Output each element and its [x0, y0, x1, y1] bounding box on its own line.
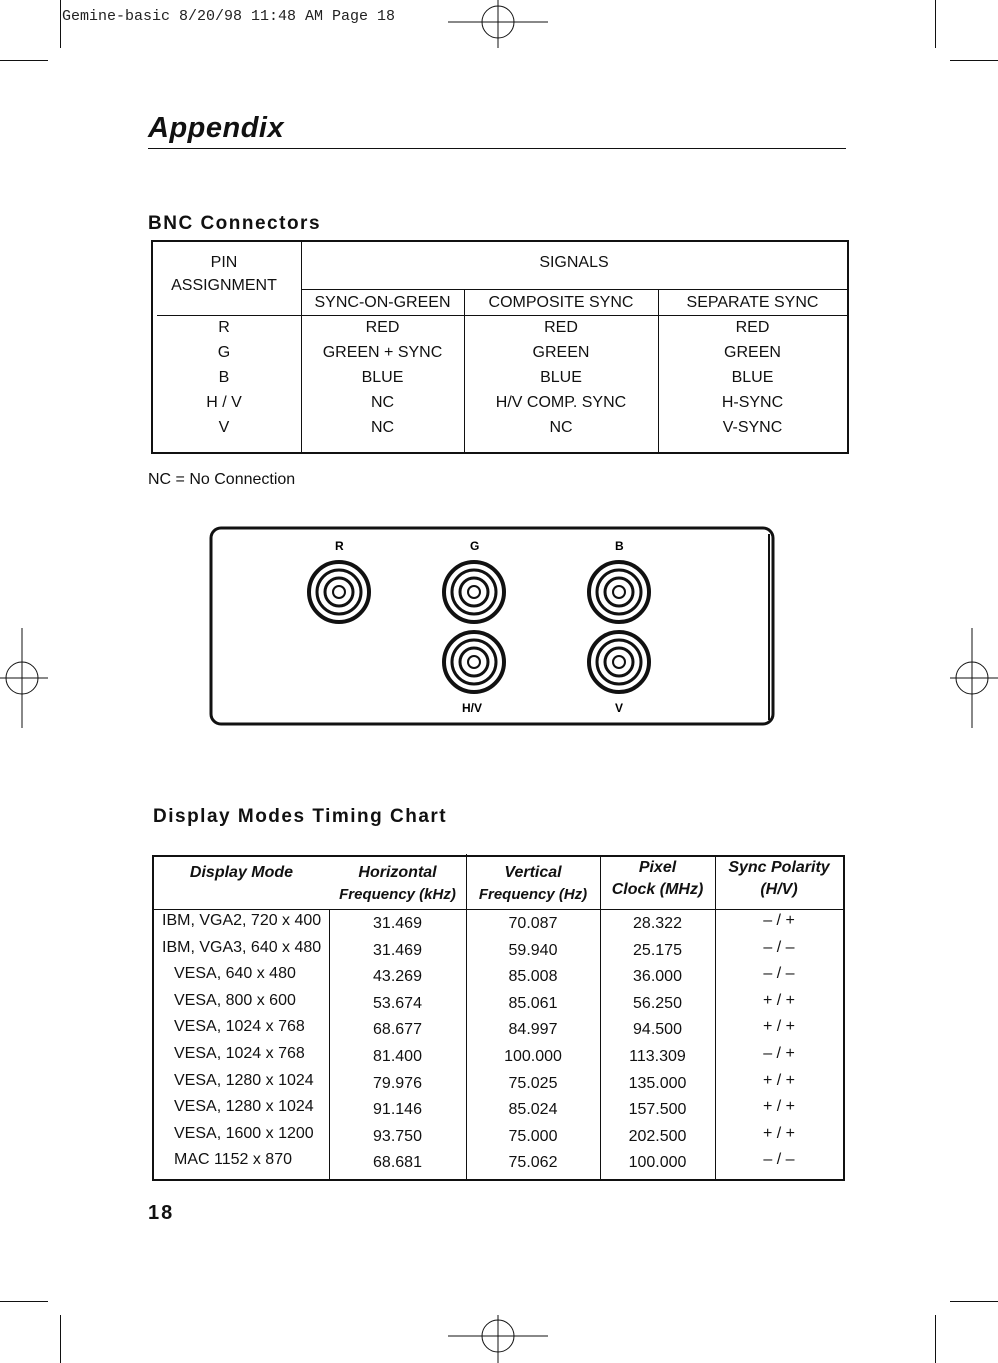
- timing-cell: VESA, 1024 x 768: [174, 1045, 305, 1062]
- timing-cell: 100.000: [628, 1154, 687, 1172]
- bnc-panel-drawing: [209, 526, 775, 726]
- timing-col-header: Pixel Clock (MHz): [611, 859, 704, 898]
- timing-cell: 59.940: [508, 941, 558, 959]
- print-slug: Gemine-basic 8/20/98 11:48 AM Page 18: [62, 8, 396, 25]
- bnc-cell: GREEN + SYNC: [322, 344, 443, 361]
- connector-r: [309, 562, 369, 622]
- bnc-col-signals: SIGNALS: [539, 254, 609, 271]
- bnc-cell: GREEN: [532, 344, 590, 361]
- timing-cell: VESA, 1600 x 1200: [174, 1124, 314, 1142]
- timing-cell: VESA, 1280 x 1024: [174, 1098, 314, 1116]
- timing-cell: 202.500: [628, 1127, 687, 1145]
- bnc-col-pin-2: ASSIGNMENT: [171, 277, 277, 294]
- registration-mark-right: [950, 628, 998, 728]
- timing-cell: 75.000: [508, 1127, 558, 1145]
- connector-hv: [444, 632, 504, 692]
- page-number: 18: [148, 1202, 175, 1224]
- timing-cell: 84.997: [508, 1021, 558, 1039]
- timing-cell: VESA, 1024 x 768: [174, 1018, 305, 1036]
- timing-cell: + / +: [762, 1098, 796, 1116]
- bnc-table: [151, 240, 849, 454]
- timing-cell: IBM, VGA2, 720 x 400: [162, 912, 322, 929]
- bnc-cell: GREEN: [724, 344, 781, 361]
- bnc-note: NC = No Connection: [148, 471, 296, 488]
- timing-cell: 81.400: [373, 1048, 422, 1065]
- timing-cell: 157.500: [628, 1101, 687, 1119]
- timing-cell: 75.062: [508, 1154, 558, 1172]
- timing-cell: 68.681: [373, 1154, 422, 1172]
- timing-cell: 53.674: [373, 994, 422, 1012]
- timing-cell: MAC 1152 x 870: [174, 1151, 292, 1169]
- timing-col-header: Sync Polarity (H/V): [728, 859, 830, 898]
- bnc-col-pin: PIN: [210, 254, 238, 271]
- timing-col-header: Horizontal Frequency (kHz): [339, 864, 456, 903]
- bnc-cell: NC: [370, 394, 395, 411]
- bnc-cell: BLUE: [540, 369, 582, 386]
- timing-cell: – / –: [763, 1151, 795, 1169]
- timing-cell: 100.000: [504, 1048, 562, 1065]
- timing-cell: 94.500: [633, 1021, 682, 1039]
- bnc-cell: RED: [735, 319, 770, 336]
- timing-cell: 43.269: [373, 968, 422, 986]
- timing-table: [152, 855, 845, 1181]
- bnc-cell: RED: [544, 319, 578, 336]
- registration-mark-top: [448, 0, 548, 50]
- timing-cell: 36.000: [633, 968, 682, 986]
- bnc-subheader: SEPARATE SYNC: [686, 294, 819, 311]
- timing-cell: VESA, 1280 x 1024: [174, 1071, 314, 1089]
- bnc-cell: BLUE: [361, 369, 404, 386]
- panel-label-g: G: [470, 539, 480, 553]
- timing-cell: 135.000: [628, 1074, 687, 1092]
- panel-label-hv: H/V: [462, 701, 483, 715]
- title-rule: [148, 148, 846, 149]
- timing-cell: – / –: [763, 938, 795, 956]
- timing-cell: 91.146: [373, 1101, 422, 1119]
- bnc-heading: BNC Connectors: [148, 213, 322, 234]
- timing-cell: VESA, 800 x 600: [174, 991, 296, 1009]
- timing-cell: 85.061: [508, 994, 558, 1012]
- timing-heading: Display Modes Timing Chart: [153, 806, 448, 827]
- connector-g: [444, 562, 504, 622]
- timing-cell: 25.175: [633, 941, 682, 959]
- connector-b: [589, 562, 649, 622]
- timing-cell: + / +: [762, 991, 796, 1009]
- timing-cell: + / +: [762, 1071, 796, 1089]
- bnc-cell: H/V COMP. SYNC: [495, 394, 627, 411]
- page-title: Appendix: [148, 112, 285, 144]
- bnc-cell: G: [217, 344, 231, 361]
- timing-cell: + / +: [762, 1124, 796, 1142]
- bnc-cell: RED: [365, 319, 400, 336]
- bnc-cell: V-SYNC: [722, 419, 783, 436]
- registration-mark-left: [0, 628, 48, 728]
- bnc-subheader: SYNC-ON-GREEN: [314, 294, 451, 311]
- timing-cell: 56.250: [633, 994, 682, 1012]
- timing-cell: 31.469: [373, 941, 422, 959]
- timing-cell: 85.024: [508, 1101, 558, 1119]
- timing-cell: – / –: [763, 965, 795, 983]
- registration-mark-bottom: [448, 1313, 548, 1363]
- timing-cell: – / +: [763, 912, 795, 929]
- panel-label-v: V: [615, 701, 624, 715]
- timing-cell: 113.309: [629, 1048, 686, 1065]
- timing-col-header: Display Mode: [189, 864, 294, 881]
- bnc-cell: H-SYNC: [721, 394, 784, 411]
- timing-cell: 93.750: [373, 1127, 422, 1145]
- timing-cell: 28.322: [633, 915, 682, 932]
- panel-label-r: R: [335, 539, 344, 553]
- bnc-cell: NC: [370, 419, 395, 436]
- timing-cell: 75.025: [508, 1074, 558, 1092]
- bnc-cell: H / V: [206, 394, 242, 411]
- bnc-subheader: COMPOSITE SYNC: [488, 294, 634, 311]
- timing-cell: 70.087: [508, 915, 558, 932]
- timing-cell: 85.008: [508, 968, 558, 986]
- bnc-cell: NC: [549, 419, 573, 436]
- timing-cell: – / +: [763, 1045, 795, 1062]
- bnc-cell: B: [218, 369, 230, 386]
- timing-cell: VESA, 640 x 480: [174, 965, 296, 983]
- timing-cell: + / +: [762, 1018, 796, 1036]
- bnc-cell: V: [218, 419, 230, 436]
- timing-cell: 31.469: [373, 915, 422, 932]
- timing-cell: IBM, VGA3, 640 x 480: [162, 938, 322, 956]
- panel-label-b: B: [615, 539, 624, 553]
- bnc-cell: R: [218, 319, 230, 336]
- bnc-panel: [209, 526, 775, 726]
- connector-v: [589, 632, 649, 692]
- timing-cell: 68.677: [373, 1021, 422, 1039]
- timing-cell: 79.976: [373, 1074, 422, 1092]
- bnc-cell: BLUE: [731, 369, 774, 386]
- timing-col-header: Vertical Frequency (Hz): [478, 864, 588, 903]
